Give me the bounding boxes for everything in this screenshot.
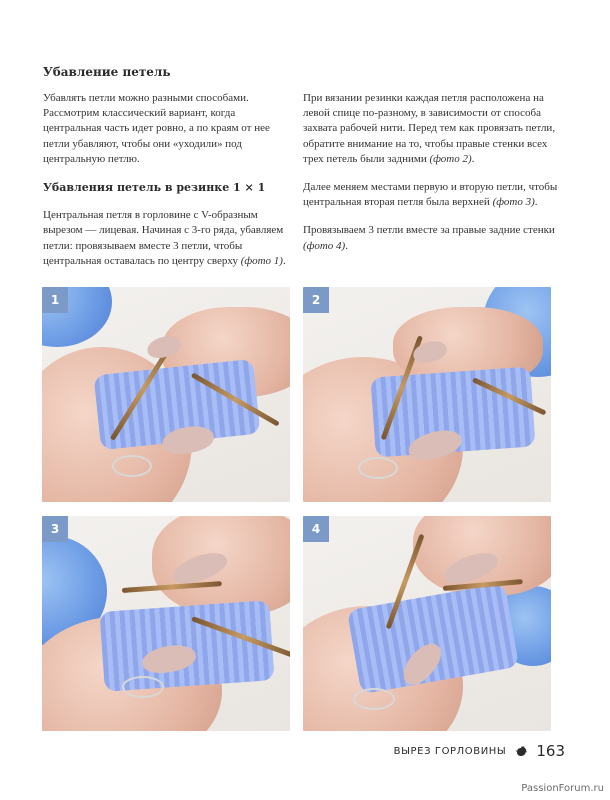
paragraph-text: Центральная петля в горловине с V-образным вырезом — лицевая. Начиная с 3-го ряда, убавляем петли: провязываем вместе 3 петли, чтобы центральная оставалась по центру сверху	[43, 209, 284, 267]
photo-ref: (фото 1)	[240, 254, 283, 267]
photo-ref: (фото 2)	[429, 152, 472, 165]
paragraph-photo-3	[303, 180, 561, 210]
ring	[358, 457, 398, 479]
photo-number-badge: 1	[42, 287, 68, 313]
intro-paragraph: Убавлять петли можно разными способами. Рассмотрим классический вариант, когда центральная часть идет ровно, а по краям от нее петли убавляют, чтобы они «уходили» под центральную петлю.	[43, 92, 270, 165]
running-section-title: ВЫРЕЗ ГОРЛОВИНЫ	[393, 745, 507, 757]
period: .	[471, 152, 475, 165]
watermark: PassionForum.ru	[521, 783, 604, 794]
photo-4	[303, 516, 551, 731]
paragraph-text: Далее меняем местами первую и вторую петли, чтобы центральная вторая петля была верхней	[303, 181, 558, 209]
ring	[122, 676, 164, 698]
photo-number-badge: 2	[303, 287, 329, 313]
subheading: Убавления петель в резинке 1 × 1	[43, 181, 266, 195]
photo-3	[42, 516, 290, 731]
page-footer	[394, 742, 565, 760]
photo-ref: (фото 3)	[492, 196, 535, 209]
left-column	[43, 91, 293, 282]
photo-1	[42, 287, 290, 502]
photo-ref: (фото 4)	[303, 239, 346, 252]
photo-number-badge: 4	[303, 516, 329, 542]
period: .	[282, 254, 286, 267]
paragraph-photo-2	[303, 91, 561, 167]
section-heading: Убавление петель	[43, 65, 171, 79]
paragraph-photo-4	[303, 223, 561, 253]
hen-icon	[514, 744, 528, 758]
ring	[353, 688, 395, 710]
photo-number-badge: 3	[42, 516, 68, 542]
page-number: 163	[536, 742, 565, 760]
paragraph-photo-1	[43, 208, 293, 269]
period: .	[534, 196, 538, 209]
photo-2	[303, 287, 551, 502]
right-column	[303, 91, 561, 267]
ring	[112, 455, 152, 477]
period: .	[345, 239, 348, 252]
paragraph-text: При вязании резинки каждая петля расположена на левой спице по-разному, в зависимости от способа захвата рабочей нити. Перед тем как провязать петли, обратите внимание на то, чтобы правые стенки всех трех петель были задними	[303, 92, 556, 165]
paragraph-text: Провязываем 3 петли вместе за правые задние стенки	[303, 224, 555, 237]
